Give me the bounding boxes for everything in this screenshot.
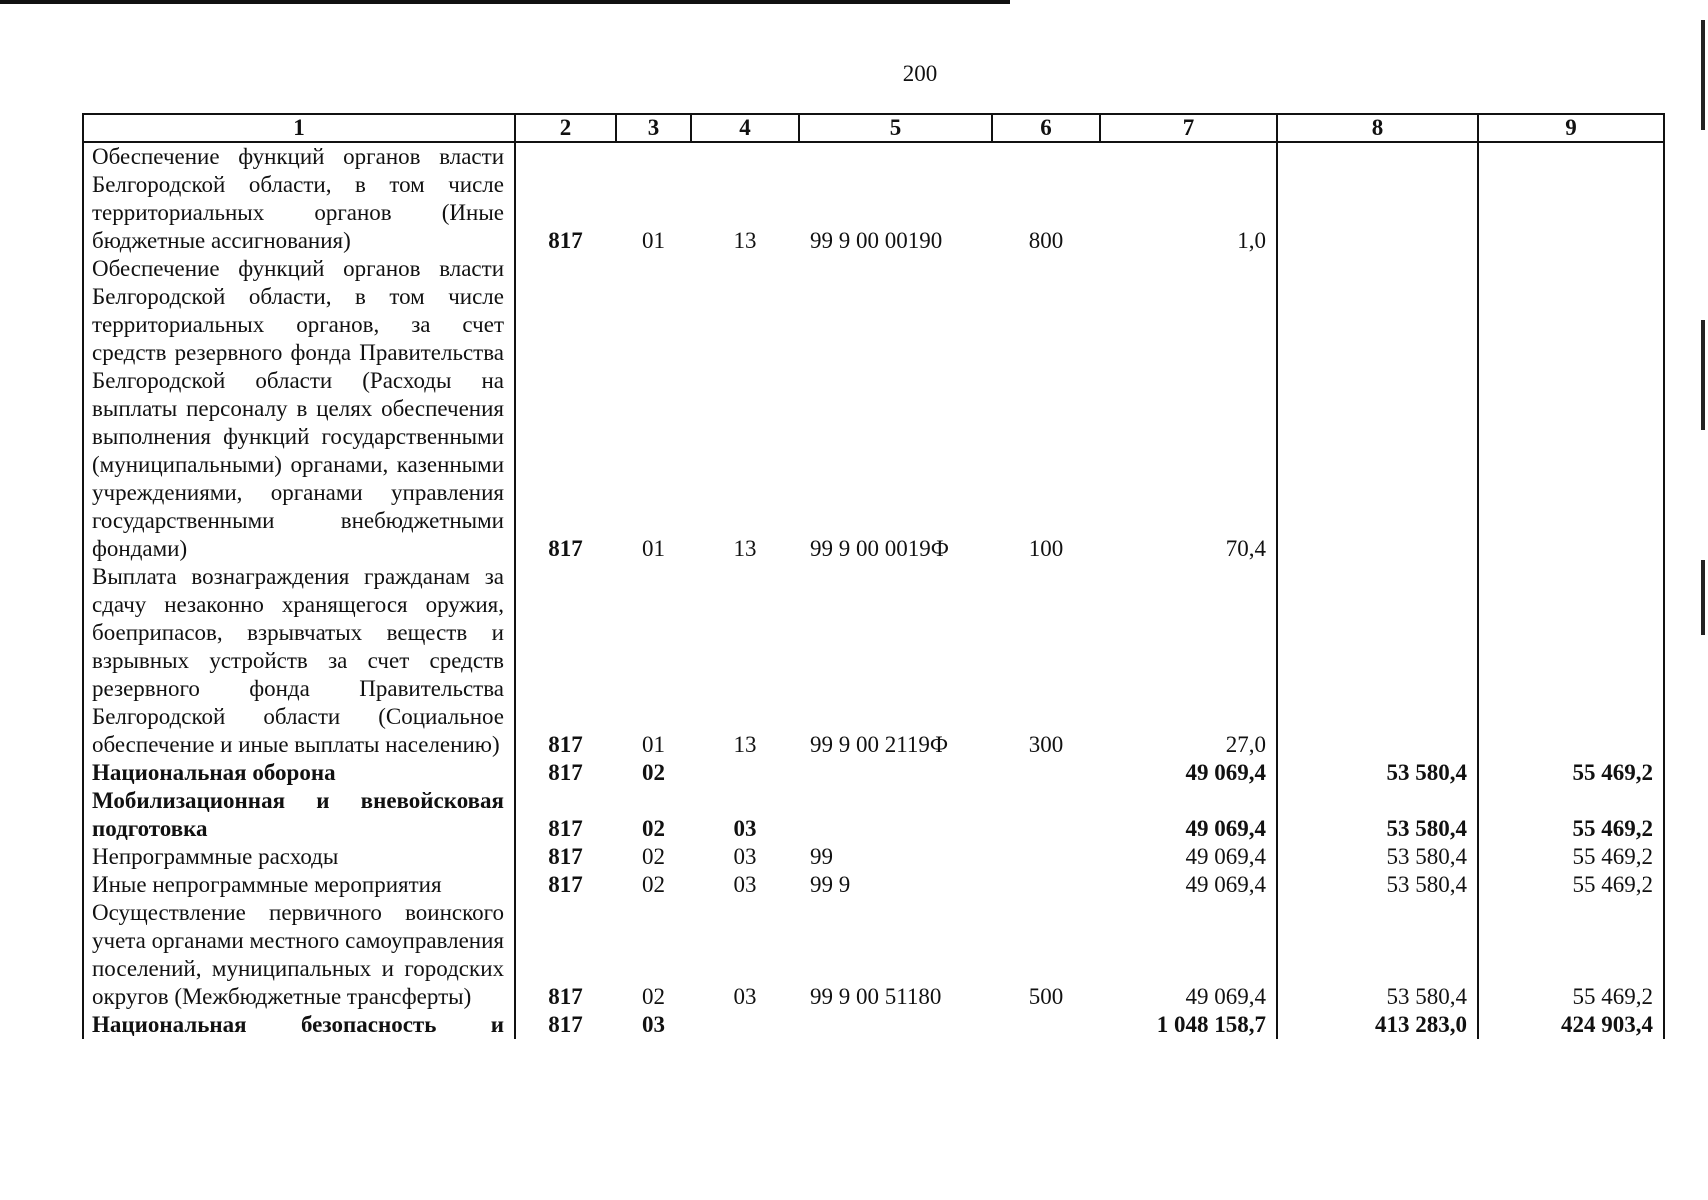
cell-amount-year1: 1 048 158,7 (1100, 1011, 1277, 1039)
table-row (83, 759, 1664, 787)
cell-gr: 817 (515, 255, 616, 563)
row-name: Национальная оборона (83, 759, 515, 787)
cell-amount-year1: 70,4 (1100, 255, 1277, 563)
cell-amount-year1: 49 069,4 (1100, 871, 1277, 899)
cell-pr: 13 (733, 732, 757, 757)
cell-gr: 817 (515, 563, 616, 759)
row-name: Иные непрограммные мероприятия (83, 871, 515, 899)
cell-vr (992, 1011, 1100, 1039)
cell-csr (799, 759, 992, 787)
table-row (83, 899, 1664, 1011)
cell-amount-year1: 49 069,4 (1100, 787, 1277, 843)
cell-amount-year2 (1277, 255, 1478, 563)
cell-amount-year3: 55 469,2 (1478, 843, 1664, 871)
cell-csr: 99 9 (810, 872, 851, 897)
cell-rz: 01 (642, 732, 665, 757)
row-name: Мобилизационная и вневойсковая подготовка (83, 787, 515, 843)
row-name: Обеспечение функций органов власти Белгородской области, в том числе территориальных органов (Иные бюджетные ассигнования) (83, 142, 515, 255)
table-row (83, 843, 1664, 871)
scan-edge-mark (1701, 560, 1705, 635)
cell-vr: 100 (1028, 536, 1064, 561)
cell-amount-year3: 55 469,2 (1478, 871, 1664, 899)
cell-gr: 817 (515, 787, 616, 843)
column-header: 2 (515, 114, 616, 142)
cell-amount-year3: 424 903,4 (1478, 1011, 1664, 1039)
cell-amount-year2 (1277, 563, 1478, 759)
table-body (83, 142, 1664, 1039)
cell-csr: 99 9 00 0019Ф (810, 536, 949, 561)
cell-pr: 03 (733, 984, 757, 1009)
column-header: 3 (616, 114, 691, 142)
cell-csr: 99 (810, 844, 833, 869)
cell-amount-year2: 413 283,0 (1277, 1011, 1478, 1039)
cell-rz: 02 (642, 984, 665, 1009)
cell-vr (992, 871, 1100, 899)
table-row (83, 255, 1664, 563)
cell-amount-year1: 1,0 (1100, 142, 1277, 255)
cell-pr: 03 (733, 872, 757, 897)
cell-amount-year1: 49 069,4 (1100, 759, 1277, 787)
cell-pr: 13 (733, 536, 757, 561)
cell-gr: 817 (515, 871, 616, 899)
cell-rz: 02 (642, 816, 665, 841)
cell-amount-year2: 53 580,4 (1277, 787, 1478, 843)
cell-csr: 99 9 00 00190 (810, 228, 943, 253)
cell-csr: 99 9 00 51180 (810, 984, 942, 1009)
cell-amount-year2: 53 580,4 (1277, 843, 1478, 871)
cell-vr: 800 (1028, 228, 1064, 253)
cell-amount-year2: 53 580,4 (1277, 759, 1478, 787)
cell-gr: 817 (515, 142, 616, 255)
row-name: Непрограммные расходы (83, 843, 515, 871)
table-row (83, 1011, 1664, 1039)
cell-rz: 02 (642, 760, 665, 785)
budget-table (82, 113, 1665, 1039)
cell-vr (992, 787, 1100, 843)
cell-amount-year2 (1277, 142, 1478, 255)
cell-amount-year3 (1478, 142, 1664, 255)
cell-amount-year3: 55 469,2 (1478, 899, 1664, 1011)
cell-amount-year1: 49 069,4 (1100, 899, 1277, 1011)
cell-pr (691, 759, 799, 787)
top-rule (0, 0, 1010, 4)
cell-vr: 500 (1028, 984, 1064, 1009)
cell-vr (992, 843, 1100, 871)
table-row (83, 142, 1664, 255)
cell-pr (691, 1011, 799, 1039)
table-row (83, 787, 1664, 843)
column-header: 7 (1100, 114, 1277, 142)
row-name: Выплата вознаграждения гражданам за сдачу незаконно хранящегося оружия, боеприпасов, взрывчатых веществ и взрывных устройств за счет средств резервного фонда Правительства Белгородской области (Социальное обеспечение и иные выплаты населению) (83, 563, 515, 759)
cell-gr: 817 (515, 759, 616, 787)
cell-amount-year1: 27,0 (1100, 563, 1277, 759)
column-header: 9 (1478, 114, 1664, 142)
cell-gr: 817 (515, 843, 616, 871)
cell-rz: 01 (642, 536, 665, 561)
cell-pr: 03 (733, 844, 757, 869)
cell-vr (992, 759, 1100, 787)
row-name: Национальная безопасность и (83, 1011, 515, 1039)
column-header: 5 (799, 114, 992, 142)
cell-amount-year3: 55 469,2 (1478, 787, 1664, 843)
cell-amount-year1: 49 069,4 (1100, 843, 1277, 871)
cell-pr: 03 (733, 816, 757, 841)
scan-edge-mark (1701, 320, 1705, 430)
cell-vr: 300 (1028, 732, 1064, 757)
cell-pr: 13 (733, 228, 757, 253)
cell-amount-year3: 55 469,2 (1478, 759, 1664, 787)
page-number: 200 (902, 61, 938, 86)
cell-amount-year3 (1478, 563, 1664, 759)
cell-amount-year2: 53 580,4 (1277, 899, 1478, 1011)
cell-gr: 817 (515, 899, 616, 1011)
cell-csr (799, 1011, 992, 1039)
table-row (83, 563, 1664, 759)
cell-gr: 817 (515, 1011, 616, 1039)
cell-rz: 02 (642, 872, 665, 897)
column-header: 8 (1277, 114, 1478, 142)
cell-rz: 01 (642, 228, 665, 253)
cell-csr: 99 9 00 2119Ф (810, 732, 949, 757)
cell-csr (799, 787, 992, 843)
row-name: Обеспечение функций органов власти Белгородской области, в том числе территориальных органов, за счет средств резервного фонда Правительства Белгородской области (Расходы на выплаты персоналу в целях обеспечения выполнения функций государственными (муниципальными) органами, казенными учреждениями, органами управления государственными внебюджетными фондами) (83, 255, 515, 563)
cell-amount-year2: 53 580,4 (1277, 871, 1478, 899)
cell-amount-year3 (1478, 255, 1664, 563)
column-header: 6 (992, 114, 1100, 142)
table-row (83, 871, 1664, 899)
table-header (83, 114, 1664, 142)
column-header: 1 (83, 114, 515, 142)
column-header: 4 (691, 114, 799, 142)
cell-rz: 03 (642, 1012, 665, 1037)
row-name: Осуществление первичного воинского учета органами местного самоуправления поселений, муниципальных и городских округов (Межбюджетные трансферты) (83, 899, 515, 1011)
cell-rz: 02 (642, 844, 665, 869)
